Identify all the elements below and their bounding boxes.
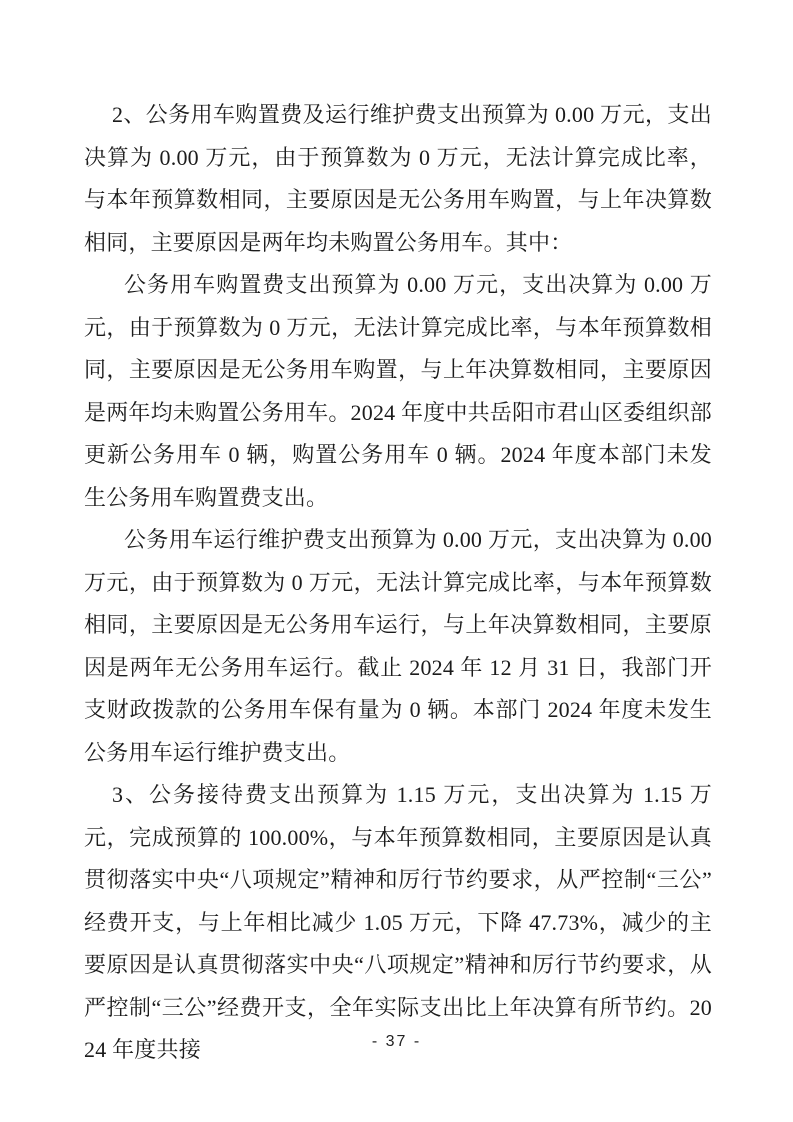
page-number: - 37 - bbox=[371, 1033, 422, 1050]
paragraph-official-reception: 3、公务接待费支出预算为 1.15 万元，支出决算为 1.15 万元，完成预算的 100.00%，与本年预算数相同，主要原因是认真贯彻落实中央“八项规定”精神和厉行节约要求，从严控制“三公”经费开支，与上年相比减少 1.05 万元，下降 47.73%，减少的主要原因是认真贯彻落实中央“八项规定”精神和厉行节约要求，从严控制“三公”经费开支，全年实际支出比上年决算有所节约。2024 年度共接 bbox=[84, 782, 712, 1062]
page-footer bbox=[0, 1033, 793, 1051]
paragraph-vehicle-total: 2、公务用车购置费及运行维护费支出预算为 0.00 万元，支出决算为 0.00 万元，由于预算数为 0 万元，无法计算完成比率，与本年预算数相同，主要原因是无公务用车购置，与上年决算数相同，主要原因是两年均未购置公务用车。其中： bbox=[84, 102, 712, 255]
body-text-block bbox=[84, 94, 712, 1072]
paragraph-vehicle-maintenance: 公务用车运行维护费支出预算为 0.00 万元，支出决算为 0.00 万元，由于预算数为 0 万元，无法计算完成比率，与本年预算数相同，主要原因是无公务用车运行，与上年决算数相同，主要原因是两年无公务用车运行。截止 2024 年 12 月 31 日，我部门开支财政拨款的公务用车保有量为 0 辆。本部门 2024 年度未发生公务用车运行维护费支出。 bbox=[84, 527, 712, 765]
paragraph-vehicle-purchase: 公务用车购置费支出预算为 0.00 万元，支出决算为 0.00 万元，由于预算数为 0 万元，无法计算完成比率，与本年预算数相同，主要原因是无公务用车购置，与上年决算数相同，主要原因是两年均未购置公务用车。2024 年度中共岳阳市君山区委组织部更新公务用车 0 辆，购置公务用车 0 辆。2024 年度本部门未发生公务用车购置费支出。 bbox=[84, 272, 712, 510]
